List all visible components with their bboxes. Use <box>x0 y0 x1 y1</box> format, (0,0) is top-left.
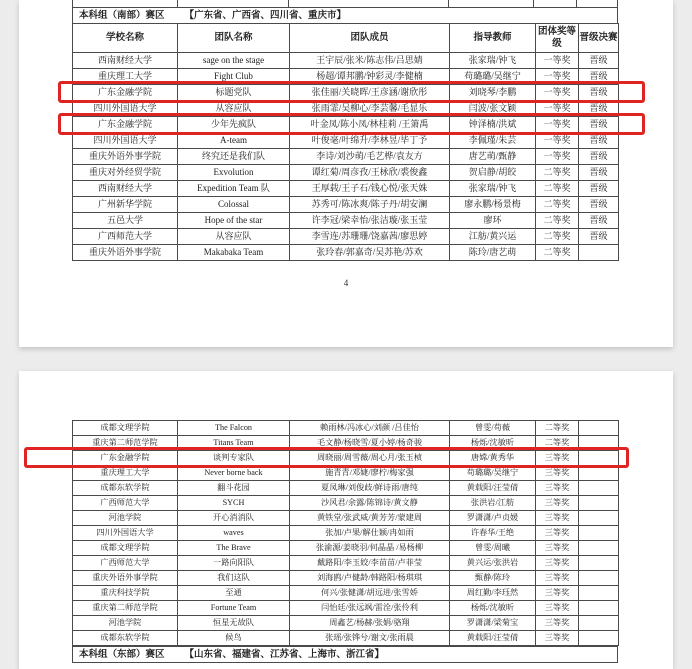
cell-members: 施青青/邓婕/廖柠/梅家强 <box>290 466 450 481</box>
cell-team: 从容应队 <box>178 101 290 117</box>
cell-advisors: 许春华/王绝 <box>450 526 536 541</box>
cell-promote <box>579 556 619 571</box>
cell-award: 三等奖 <box>536 556 579 571</box>
cell-award: 二等奖 <box>536 213 579 229</box>
cell-advisors: 罗潇潇/卢贞媛 <box>450 511 536 526</box>
cell-team: 至通 <box>178 586 290 601</box>
page-number: 4 <box>343 278 349 288</box>
cell-members: 李诗/刘沙萌/毛艺桦/袁友方 <box>290 149 450 165</box>
cell-advisors: 江舫/黄兴运 <box>450 229 536 245</box>
cell-members: 周晓丽/周雪薇/周心月/张玉桢 <box>290 451 450 466</box>
cell-members: 赖雨林/冯冰心/刘颜 /吕佳怡 <box>290 421 450 436</box>
cell-members: 叶俊毫/叶绵升/李林昱/毕丁予 <box>290 133 450 149</box>
cell-members: 王宇辰/张米/陈志伟/吕思婧 <box>290 53 450 69</box>
page-2 <box>19 371 673 669</box>
table-row <box>73 436 619 451</box>
cell-advisors: 罗潇潇/梁菊宝 <box>450 616 536 631</box>
stub-cell <box>449 0 535 7</box>
cell-advisors: 廖环 <box>450 213 536 229</box>
cell-members: 戴路阳/李玉姣/李苗苗/卢菲莹 <box>290 556 450 571</box>
table-row <box>73 245 619 261</box>
cell-award: 三等奖 <box>536 571 579 586</box>
cell-members: 周鑫艺/杨赫/张娟/骆翔 <box>290 616 450 631</box>
cell-advisors: 黄载阳/汪莹倩 <box>450 631 536 646</box>
cell-advisors: 杨烁/沈敏昕 <box>450 436 536 451</box>
table-row <box>73 149 619 165</box>
cell-members: 张渝源/姜晓羽/何晶晶 /易杨柳 <box>290 541 450 556</box>
cell-members: 张雨霏/吴柳心/李芸馨/毛显乐 <box>290 101 450 117</box>
cell-school: 西南财经大学 <box>73 181 178 197</box>
cell-award: 二等奖 <box>536 197 579 213</box>
cell-team: Makabaka Team <box>178 245 290 261</box>
cell-advisors: 唐嫦/黄秀华 <box>450 451 536 466</box>
table-row <box>73 181 619 197</box>
cell-award: 一等奖 <box>536 149 579 165</box>
cell-promote <box>579 496 619 511</box>
section-header-south <box>72 7 618 24</box>
table-row <box>73 165 619 181</box>
cell-school: 成都文理学院 <box>73 421 178 436</box>
table-row <box>73 101 619 117</box>
table-header <box>73 24 619 53</box>
table-row <box>73 601 619 616</box>
cell-school: 河池学院 <box>73 511 178 526</box>
cell-advisors: 李佩瑾/朱芸 <box>450 133 536 149</box>
cell-promote <box>579 541 619 556</box>
cell-advisors: 曾雯/苟薇 <box>450 421 536 436</box>
cell-school: 广州新华学院 <box>73 197 178 213</box>
cell-school: 河池学院 <box>73 616 178 631</box>
cell-team: sage on the stage <box>178 53 290 69</box>
section-group-label: 本科组（东部）赛区 <box>79 650 165 660</box>
cell-members: 黄铁堂/张武威/黄芳芳/蒙建周 <box>290 511 450 526</box>
table-row <box>73 117 619 133</box>
cell-advisors: 贺启静/胡皎 <box>450 165 536 181</box>
cell-promote <box>579 616 619 631</box>
cell-advisors: 张家瑞/钟飞 <box>450 53 536 69</box>
cell-advisors: 杨烁/沈敏昕 <box>450 601 536 616</box>
stub-cell <box>73 0 178 7</box>
cell-award: 三等奖 <box>536 451 579 466</box>
cell-members: 沙风君/余露/陈锦诗/黄文静 <box>290 496 450 511</box>
cell-members: 张佳丽/关晓晖/王彦涵/谢欣彤 <box>290 85 450 101</box>
cell-award: 三等奖 <box>536 481 579 496</box>
stub-cell <box>577 0 617 7</box>
cell-members: 何兴/张健潇/胡远进/张雪娇 <box>290 586 450 601</box>
cell-advisors: 唐艺萌/甄静 <box>450 149 536 165</box>
cell-school: 重庆第二师范学院 <box>73 601 178 616</box>
table-row <box>73 541 619 556</box>
cell-promote: 晋级 <box>579 213 619 229</box>
cell-school: 成都东软学院 <box>73 481 178 496</box>
cell-school: 广西师范大学 <box>73 229 178 245</box>
header-row <box>73 24 619 53</box>
table-row <box>73 229 619 245</box>
table-row <box>73 421 619 436</box>
cell-award: 三等奖 <box>536 526 579 541</box>
table-row <box>73 213 619 229</box>
cell-school: 成都文理学院 <box>73 541 178 556</box>
table-row <box>73 556 619 571</box>
section-group-label: 本科组（南部）赛区 <box>79 11 165 21</box>
cell-promote <box>579 631 619 646</box>
table-row <box>73 571 619 586</box>
cell-school: 重庆对外经贸学院 <box>73 165 178 181</box>
cell-team: A-team <box>178 133 290 149</box>
table-row <box>73 85 619 101</box>
cell-school: 重庆理工大学 <box>73 466 178 481</box>
col-header-promote: 晋级决赛 <box>579 24 619 53</box>
cell-advisors: 黄载阳/汪莹倩 <box>450 481 536 496</box>
cell-award: 三等奖 <box>536 631 579 646</box>
cell-team: Titans Team <box>178 436 290 451</box>
section-header-east-clipped <box>72 646 618 663</box>
cell-members: 夏凤琳/刘俊歧/鲜诗雨/唐纯 <box>290 481 450 496</box>
cell-promote <box>579 481 619 496</box>
cell-promote: 晋级 <box>579 53 619 69</box>
cell-members: 张瑶/张铧兮/谢文/张雨晨 <box>290 631 450 646</box>
cell-award: 一等奖 <box>536 101 579 117</box>
cell-team: SYCH <box>178 496 290 511</box>
cell-award: 三等奖 <box>536 601 579 616</box>
cell-school: 重庆理工大学 <box>73 69 178 85</box>
page-1 <box>19 0 673 347</box>
table-body <box>73 421 619 646</box>
cell-advisors: 周红勤/李珏然 <box>450 586 536 601</box>
cell-award: 二等奖 <box>536 245 579 261</box>
cell-school: 广西师范大学 <box>73 496 178 511</box>
cell-award: 三等奖 <box>536 586 579 601</box>
cell-members: 张加/卢果/解仕颖/冉如雨 <box>290 526 450 541</box>
results-table-south-continued <box>72 420 619 646</box>
cell-school: 重庆外语外事学院 <box>73 245 178 261</box>
table-row <box>73 496 619 511</box>
cell-promote: 晋级 <box>579 197 619 213</box>
cell-members: 闫怡廷/张远飒/雷洤/张伶利 <box>290 601 450 616</box>
cell-team: Fortune Team <box>178 601 290 616</box>
cell-award: 三等奖 <box>536 616 579 631</box>
cell-promote <box>579 526 619 541</box>
stub-cell <box>289 0 448 7</box>
cell-promote <box>579 245 619 261</box>
cell-team: 终究还是我们队 <box>178 149 290 165</box>
table-row <box>73 586 619 601</box>
cell-team: Exvolution <box>178 165 290 181</box>
cell-team: 标题党队 <box>178 85 290 101</box>
cell-school: 重庆科技学院 <box>73 586 178 601</box>
cell-team: 从容应队 <box>178 229 290 245</box>
cell-award: 二等奖 <box>536 181 579 197</box>
cell-award: 一等奖 <box>536 117 579 133</box>
cell-school: 重庆外语外事学院 <box>73 571 178 586</box>
cell-members: 毛文静/杨晓雪/夏小婷/杨奇骏 <box>290 436 450 451</box>
cell-school: 四川外国语大学 <box>73 526 178 541</box>
cell-promote <box>579 436 619 451</box>
section-regions-label: 【山东省、福建省、江苏省、上海市、浙江省】 <box>184 650 385 660</box>
cell-school: 成都东软学院 <box>73 631 178 646</box>
cell-award: 三等奖 <box>536 511 579 526</box>
table-body <box>73 53 619 261</box>
cell-promote: 晋级 <box>579 229 619 245</box>
cell-award: 二等奖 <box>536 436 579 451</box>
cell-school: 广东金融学院 <box>73 117 178 133</box>
cell-members: 苏秀可/陈冰爽/陈子丹/胡安澜 <box>290 197 450 213</box>
table-row <box>73 197 619 213</box>
cell-promote <box>579 451 619 466</box>
cell-advisors: 黄兴运/张洪岩 <box>450 556 536 571</box>
cell-team: Hope of the star <box>178 213 290 229</box>
cell-promote <box>579 571 619 586</box>
cell-team: waves <box>178 526 290 541</box>
section-regions-label: 【广东省、广西省、四川省、重庆市】 <box>184 11 347 21</box>
cell-members: 许李冠/梁幸怡/张洁璇/张玉莹 <box>290 213 450 229</box>
cell-promote <box>579 421 619 436</box>
table-row <box>73 53 619 69</box>
table-row <box>73 466 619 481</box>
cell-team: Expedition Team 队 <box>178 181 290 197</box>
cell-members: 王厚载/王子石/钱心悦/张天姝 <box>290 181 450 197</box>
cell-advisors: 刘晓琴/李鹏 <box>450 85 536 101</box>
cell-promote <box>579 586 619 601</box>
cell-promote: 晋级 <box>579 165 619 181</box>
cell-team: Never borne back <box>178 466 290 481</box>
stub-cell <box>178 0 290 7</box>
cell-members: 张玲春/郭嘉奇/吴苏艳/苏欢 <box>290 245 450 261</box>
cell-team: 少年先疯队 <box>178 117 290 133</box>
cell-promote <box>579 511 619 526</box>
cell-school: 重庆第二师范学院 <box>73 436 178 451</box>
cell-team: 谈判专家队 <box>178 451 290 466</box>
cell-award: 二等奖 <box>536 421 579 436</box>
table-row <box>73 616 619 631</box>
cell-team: The Falcon <box>178 421 290 436</box>
cell-advisors: 张洪岩/江舫 <box>450 496 536 511</box>
cell-team: 一路向阳队 <box>178 556 290 571</box>
cell-school: 广东金融学院 <box>73 85 178 101</box>
cell-advisors: 闫波/张文颖 <box>450 101 536 117</box>
cell-advisors: 钟泽楠/洪斌 <box>450 117 536 133</box>
col-header-team: 团队名称 <box>178 24 290 53</box>
cell-team: Fight Club <box>178 69 290 85</box>
cell-members: 叶金凤/陈小凤/林桂莉 /王箫禹 <box>290 117 450 133</box>
cell-members: 谭红菊/周彦孜/王栐欣/裘俊鑫 <box>290 165 450 181</box>
cell-promote: 晋级 <box>579 117 619 133</box>
table-row <box>73 451 619 466</box>
col-header-members: 团队成员 <box>290 24 450 53</box>
cell-promote <box>579 601 619 616</box>
cell-school: 西南财经大学 <box>73 53 178 69</box>
cell-award: 一等奖 <box>536 133 579 149</box>
cell-award: 二等奖 <box>536 165 579 181</box>
cell-award: 一等奖 <box>536 85 579 101</box>
cell-promote <box>579 466 619 481</box>
cell-promote: 晋级 <box>579 101 619 117</box>
stub-cell <box>534 0 577 7</box>
cell-team: 恒星无故队 <box>178 616 290 631</box>
previous-table-bottom-edge <box>72 0 618 7</box>
cell-members: 杨超/谭邦鹏/钟彩灵/李健楠 <box>290 69 450 85</box>
cell-award: 二等奖 <box>536 229 579 245</box>
cell-promote: 晋级 <box>579 69 619 85</box>
cell-advisors: 陈玲/唐艺萌 <box>450 245 536 261</box>
cell-members: 李雪连/苏珊珊/饶嘉茜/廖思婷 <box>290 229 450 245</box>
results-table-south <box>72 23 619 261</box>
table-row <box>73 511 619 526</box>
cell-team: The Brave <box>178 541 290 556</box>
cell-school: 四川外国语大学 <box>73 101 178 117</box>
cell-team: 我们这队 <box>178 571 290 586</box>
col-header-school: 学校名称 <box>73 24 178 53</box>
cell-team: 翻斗花园 <box>178 481 290 496</box>
cell-advisors: 甄静/陈玲 <box>450 571 536 586</box>
cell-promote: 晋级 <box>579 133 619 149</box>
cell-promote: 晋级 <box>579 149 619 165</box>
cell-school: 五邑大学 <box>73 213 178 229</box>
cell-advisors: 曾雯/周曦 <box>450 541 536 556</box>
cell-award: 三等奖 <box>536 496 579 511</box>
cell-advisors: 张家瑞/钟飞 <box>450 181 536 197</box>
cell-advisors: 苟璐璐/吴继宁 <box>450 466 536 481</box>
cell-school: 重庆外语外事学院 <box>73 149 178 165</box>
cell-promote: 晋级 <box>579 181 619 197</box>
cell-award: 一等奖 <box>536 69 579 85</box>
cell-team: Colossal <box>178 197 290 213</box>
col-header-award: 团体奖等级 <box>536 24 579 53</box>
cell-award: 一等奖 <box>536 53 579 69</box>
cell-award: 三等奖 <box>536 466 579 481</box>
table-row <box>73 69 619 85</box>
table-row <box>73 526 619 541</box>
cell-school: 广西师范大学 <box>73 556 178 571</box>
cell-school: 四川外国语大学 <box>73 133 178 149</box>
cell-members: 刘海鸥/卢健龄/韩路阳/杨琪琪 <box>290 571 450 586</box>
cell-advisors: 廖永鹏/杨景梅 <box>450 197 536 213</box>
cell-team: 开心消消队 <box>178 511 290 526</box>
table-row <box>73 481 619 496</box>
cell-promote: 晋级 <box>579 85 619 101</box>
cell-advisors: 苟璐璐/吴继宁 <box>450 69 536 85</box>
table-row <box>73 631 619 646</box>
table-row <box>73 133 619 149</box>
cell-team: 候鸟 <box>178 631 290 646</box>
cell-school: 广东金融学院 <box>73 451 178 466</box>
cell-award: 三等奖 <box>536 541 579 556</box>
col-header-advisors: 指导教师 <box>450 24 536 53</box>
